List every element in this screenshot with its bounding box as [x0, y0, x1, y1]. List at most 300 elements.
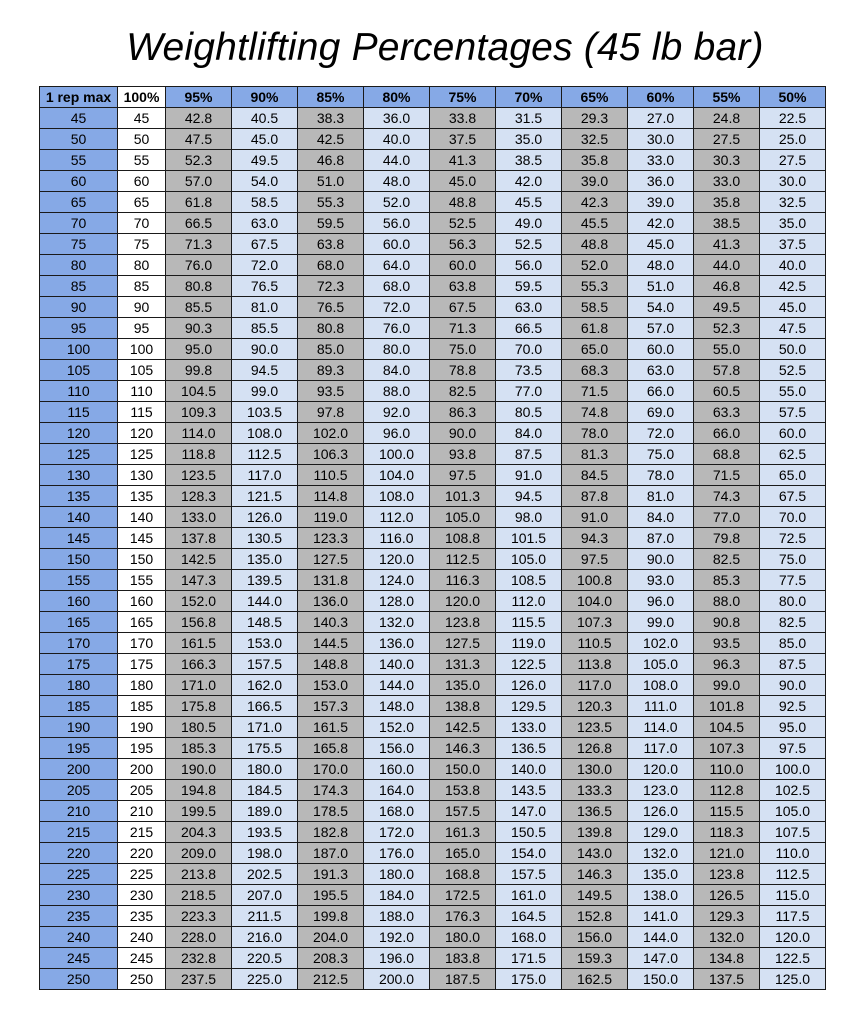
- percentage-cell: 115.0: [760, 885, 826, 906]
- percentage-cell: 63.3: [694, 402, 760, 423]
- percentage-cell: 103.5: [232, 402, 298, 423]
- percentage-cell: 216.0: [232, 927, 298, 948]
- percentage-cell: 66.0: [694, 423, 760, 444]
- one-rep-max-cell: 100: [40, 339, 118, 360]
- percentage-cell: 190.0: [166, 759, 232, 780]
- percentage-cell: 112.5: [430, 549, 496, 570]
- page-title: Weightlifting Percentages (45 lb bar): [126, 26, 764, 69]
- percentage-cell: 35.0: [496, 129, 562, 150]
- percentage-cell: 140: [118, 507, 166, 528]
- percentage-cell: 76.0: [364, 318, 430, 339]
- one-rep-max-cell: 165: [40, 612, 118, 633]
- percentage-cell: 136.5: [562, 801, 628, 822]
- percentage-cell: 191.3: [298, 864, 364, 885]
- header-1rm: 1 rep max: [40, 87, 118, 108]
- percentage-cell: 187.0: [298, 843, 364, 864]
- percentage-cell: 72.3: [298, 276, 364, 297]
- percentage-cell: 157.3: [298, 696, 364, 717]
- percentage-cell: 60.0: [430, 255, 496, 276]
- percentage-cell: 141.0: [628, 906, 694, 927]
- header-pct: 90%: [232, 87, 298, 108]
- percentage-cell: 144.0: [232, 591, 298, 612]
- percentage-cell: 138.8: [430, 696, 496, 717]
- percentage-cell: 180.5: [166, 717, 232, 738]
- header-pct: 60%: [628, 87, 694, 108]
- percentage-cell: 211.5: [232, 906, 298, 927]
- percentage-cell: 93.8: [430, 444, 496, 465]
- table-row: [40, 150, 826, 171]
- percentage-cell: 93.5: [694, 633, 760, 654]
- percentage-cell: 112.0: [364, 507, 430, 528]
- percentage-cell: 60.0: [364, 234, 430, 255]
- percentage-cell: 223.3: [166, 906, 232, 927]
- percentage-cell: 73.5: [496, 360, 562, 381]
- percentage-cell: 165.8: [298, 738, 364, 759]
- percentage-cell: 66.5: [166, 213, 232, 234]
- percentage-cell: 67.5: [430, 297, 496, 318]
- one-rep-max-cell: 230: [40, 885, 118, 906]
- percentage-cell: 122.5: [760, 948, 826, 969]
- header-pct: 55%: [694, 87, 760, 108]
- percentage-cell: 128.3: [166, 486, 232, 507]
- percentage-cell: 175.0: [496, 969, 562, 990]
- percentage-cell: 153.0: [232, 633, 298, 654]
- percentage-cell: 39.0: [562, 171, 628, 192]
- percentage-cell: 150: [118, 549, 166, 570]
- percentage-cell: 40.0: [760, 255, 826, 276]
- percentage-cell: 166.3: [166, 654, 232, 675]
- percentage-cell: 135: [118, 486, 166, 507]
- percentage-cell: 106.3: [298, 444, 364, 465]
- percentage-cell: 52.5: [496, 234, 562, 255]
- percentage-cell: 125.0: [760, 969, 826, 990]
- percentage-cell: 35.8: [694, 192, 760, 213]
- percentage-cell: 113.8: [562, 654, 628, 675]
- percentage-cell: 87.0: [628, 528, 694, 549]
- percentage-cell: 207.0: [232, 885, 298, 906]
- percentage-cell: 54.0: [628, 297, 694, 318]
- percentage-cell: 94.5: [232, 360, 298, 381]
- percentage-cell: 123.3: [298, 528, 364, 549]
- percentage-cell: 65.0: [760, 465, 826, 486]
- one-rep-max-cell: 155: [40, 570, 118, 591]
- percentage-cell: 41.3: [430, 150, 496, 171]
- percentage-cell: 97.8: [298, 402, 364, 423]
- percentage-cell: 182.8: [298, 822, 364, 843]
- percentage-cell: 70: [118, 213, 166, 234]
- percentage-cell: 109.3: [166, 402, 232, 423]
- percentage-cell: 40.5: [232, 108, 298, 129]
- percentage-cell: 176.3: [430, 906, 496, 927]
- percentage-cell: 77.0: [694, 507, 760, 528]
- percentage-cell: 143.0: [562, 843, 628, 864]
- percentage-cell: 91.0: [496, 465, 562, 486]
- percentage-cell: 148.8: [298, 654, 364, 675]
- one-rep-max-cell: 55: [40, 150, 118, 171]
- table-row: [40, 591, 826, 612]
- percentage-cell: 101.3: [430, 486, 496, 507]
- header-pct: 95%: [166, 87, 232, 108]
- percentage-cell: 90.8: [694, 612, 760, 633]
- one-rep-max-cell: 105: [40, 360, 118, 381]
- percentage-cell: 157.5: [430, 801, 496, 822]
- percentage-cell: 144.5: [298, 633, 364, 654]
- percentage-cell: 33.0: [628, 150, 694, 171]
- percentage-cell: 102.0: [628, 633, 694, 654]
- percentage-cell: 245: [118, 948, 166, 969]
- table-row: [40, 822, 826, 843]
- percentage-cell: 76.5: [298, 297, 364, 318]
- table-row: [40, 402, 826, 423]
- percentage-cell: 95.0: [760, 717, 826, 738]
- percentage-cell: 134.8: [694, 948, 760, 969]
- percentage-cell: 200: [118, 759, 166, 780]
- percentage-cell: 152.0: [166, 591, 232, 612]
- percentage-cell: 140.0: [496, 759, 562, 780]
- percentage-cell: 212.5: [298, 969, 364, 990]
- percentage-cell: 58.5: [232, 192, 298, 213]
- percentage-cell: 183.8: [430, 948, 496, 969]
- percentage-cell: 56.0: [364, 213, 430, 234]
- percentage-cell: 240: [118, 927, 166, 948]
- percentage-cell: 37.5: [430, 129, 496, 150]
- percentage-cell: 105: [118, 360, 166, 381]
- table-row: [40, 234, 826, 255]
- percentage-cell: 160.0: [364, 759, 430, 780]
- percentage-cell: 120.0: [364, 549, 430, 570]
- percentage-cell: 82.5: [760, 612, 826, 633]
- percentage-cell: 75.0: [760, 549, 826, 570]
- percentage-cell: 87.5: [496, 444, 562, 465]
- table-row: [40, 339, 826, 360]
- percentage-cell: 104.5: [166, 381, 232, 402]
- table-body: [40, 108, 826, 990]
- percentage-cell: 74.8: [562, 402, 628, 423]
- percentage-cell: 51.0: [628, 276, 694, 297]
- percentage-cell: 120.0: [628, 759, 694, 780]
- percentage-cell: 237.5: [166, 969, 232, 990]
- percentage-cell: 55.0: [760, 381, 826, 402]
- one-rep-max-cell: 140: [40, 507, 118, 528]
- percentage-cell: 123.8: [430, 612, 496, 633]
- percentage-cell: 172.0: [364, 822, 430, 843]
- one-rep-max-cell: 45: [40, 108, 118, 129]
- table-row: [40, 717, 826, 738]
- percentage-cell: 48.0: [364, 171, 430, 192]
- table-row: [40, 675, 826, 696]
- percentage-cell: 42.3: [562, 192, 628, 213]
- percentage-cell: 202.5: [232, 864, 298, 885]
- percentage-cell: 95.0: [166, 339, 232, 360]
- percentage-cell: 78.0: [628, 465, 694, 486]
- percentage-cell: 195: [118, 738, 166, 759]
- percentage-cell: 100.0: [364, 444, 430, 465]
- percentage-cell: 110.5: [298, 465, 364, 486]
- percentage-cell: 164.0: [364, 780, 430, 801]
- percentage-cell: 140.0: [364, 654, 430, 675]
- percentage-cell: 116.0: [364, 528, 430, 549]
- percentage-cell: 84.0: [496, 423, 562, 444]
- percentage-cell: 157.5: [496, 864, 562, 885]
- percentage-cell: 156.8: [166, 612, 232, 633]
- one-rep-max-cell: 70: [40, 213, 118, 234]
- percentage-cell: 232.8: [166, 948, 232, 969]
- percentage-cell: 36.0: [364, 108, 430, 129]
- one-rep-max-cell: 175: [40, 654, 118, 675]
- percentage-cell: 90.0: [760, 675, 826, 696]
- one-rep-max-cell: 75: [40, 234, 118, 255]
- percentage-cell: 126.0: [496, 675, 562, 696]
- percentage-cell: 80.8: [166, 276, 232, 297]
- percentage-cell: 96.0: [364, 423, 430, 444]
- percentage-cell: 30.3: [694, 150, 760, 171]
- one-rep-max-cell: 60: [40, 171, 118, 192]
- percentage-cell: 180.0: [364, 864, 430, 885]
- one-rep-max-cell: 130: [40, 465, 118, 486]
- percentage-cell: 129.3: [694, 906, 760, 927]
- header-pct: 80%: [364, 87, 430, 108]
- percentage-cell: 111.0: [628, 696, 694, 717]
- header-pct: 85%: [298, 87, 364, 108]
- percentage-cell: 78.8: [430, 360, 496, 381]
- header-pct: 65%: [562, 87, 628, 108]
- one-rep-max-cell: 240: [40, 927, 118, 948]
- percentage-cell: 63.0: [232, 213, 298, 234]
- percentage-cell: 75: [118, 234, 166, 255]
- percentage-cell: 166.5: [232, 696, 298, 717]
- percentage-cell: 101.8: [694, 696, 760, 717]
- percentage-cell: 60.0: [760, 423, 826, 444]
- table-row: [40, 318, 826, 339]
- percentage-cell: 126.0: [628, 801, 694, 822]
- percentage-cell: 89.3: [298, 360, 364, 381]
- percentage-cell: 120.3: [562, 696, 628, 717]
- percentage-cell: 121.0: [694, 843, 760, 864]
- percentage-cell: 184.5: [232, 780, 298, 801]
- percentage-cell: 93.0: [628, 570, 694, 591]
- percentage-cell: 198.0: [232, 843, 298, 864]
- percentage-cell: 100.8: [562, 570, 628, 591]
- percentage-cell: 225: [118, 864, 166, 885]
- one-rep-max-cell: 220: [40, 843, 118, 864]
- percentage-cell: 82.5: [430, 381, 496, 402]
- percentage-cell: 139.5: [232, 570, 298, 591]
- one-rep-max-cell: 225: [40, 864, 118, 885]
- table-row: [40, 192, 826, 213]
- percentage-cell: 71.3: [430, 318, 496, 339]
- percentage-cell: 81.0: [628, 486, 694, 507]
- percentage-cell: 131.8: [298, 570, 364, 591]
- percentage-cell: 97.5: [430, 465, 496, 486]
- percentage-cell: 45: [118, 108, 166, 129]
- percentage-cell: 171.0: [166, 675, 232, 696]
- percentage-cell: 92.0: [364, 402, 430, 423]
- percentage-cell: 196.0: [364, 948, 430, 969]
- one-rep-max-cell: 50: [40, 129, 118, 150]
- percentage-cell: 92.5: [760, 696, 826, 717]
- percentage-cell: 99.8: [166, 360, 232, 381]
- table-row: [40, 213, 826, 234]
- percentage-cell: 170.0: [298, 759, 364, 780]
- percentage-cell: 88.0: [364, 381, 430, 402]
- percentage-cell: 107.3: [694, 738, 760, 759]
- percentage-cell: 171.0: [232, 717, 298, 738]
- percentage-cell: 112.8: [694, 780, 760, 801]
- percentage-cell: 42.5: [298, 129, 364, 150]
- percentage-cell: 63.0: [628, 360, 694, 381]
- percentage-cell: 130.5: [232, 528, 298, 549]
- percentage-cell: 67.5: [232, 234, 298, 255]
- percentage-cell: 168.8: [430, 864, 496, 885]
- percentage-cell: 62.5: [760, 444, 826, 465]
- percentage-cell: 49.5: [232, 150, 298, 171]
- percentage-cell: 144.0: [364, 675, 430, 696]
- percentage-cell: 49.0: [496, 213, 562, 234]
- percentage-cell: 129.5: [496, 696, 562, 717]
- percentage-cell: 71.5: [694, 465, 760, 486]
- percentage-cell: 95: [118, 318, 166, 339]
- percentage-cell: 153.0: [298, 675, 364, 696]
- percentage-cell: 59.5: [496, 276, 562, 297]
- percentage-cell: 104.0: [562, 591, 628, 612]
- percentage-cell: 152.0: [364, 717, 430, 738]
- percentage-cell: 55: [118, 150, 166, 171]
- percentage-cell: 144.0: [628, 927, 694, 948]
- table-row: [40, 612, 826, 633]
- percentage-cell: 80.0: [364, 339, 430, 360]
- percentage-table: [39, 86, 826, 990]
- percentage-cell: 142.5: [166, 549, 232, 570]
- table-row: [40, 423, 826, 444]
- percentage-cell: 87.8: [562, 486, 628, 507]
- percentage-cell: 96.0: [628, 591, 694, 612]
- percentage-cell: 33.8: [430, 108, 496, 129]
- percentage-cell: 150.5: [496, 822, 562, 843]
- percentage-cell: 72.0: [364, 297, 430, 318]
- percentage-cell: 50.0: [760, 339, 826, 360]
- percentage-cell: 162.5: [562, 969, 628, 990]
- percentage-cell: 57.0: [166, 171, 232, 192]
- percentage-cell: 27.5: [694, 129, 760, 150]
- percentage-cell: 235: [118, 906, 166, 927]
- percentage-cell: 218.5: [166, 885, 232, 906]
- percentage-cell: 127.5: [430, 633, 496, 654]
- percentage-cell: 52.0: [562, 255, 628, 276]
- percentage-cell: 66.0: [628, 381, 694, 402]
- percentage-cell: 157.5: [232, 654, 298, 675]
- percentage-cell: 148.5: [232, 612, 298, 633]
- percentage-cell: 159.3: [562, 948, 628, 969]
- percentage-cell: 146.3: [562, 864, 628, 885]
- percentage-cell: 105.0: [496, 549, 562, 570]
- table-row: [40, 738, 826, 759]
- percentage-cell: 155: [118, 570, 166, 591]
- one-rep-max-cell: 185: [40, 696, 118, 717]
- percentage-cell: 128.0: [364, 591, 430, 612]
- percentage-cell: 61.8: [562, 318, 628, 339]
- percentage-cell: 204.3: [166, 822, 232, 843]
- one-rep-max-cell: 145: [40, 528, 118, 549]
- table-row: [40, 528, 826, 549]
- percentage-cell: 30.0: [628, 129, 694, 150]
- percentage-cell: 76.5: [232, 276, 298, 297]
- percentage-cell: 84.0: [628, 507, 694, 528]
- percentage-cell: 124.0: [364, 570, 430, 591]
- percentage-cell: 114.8: [298, 486, 364, 507]
- percentage-cell: 165: [118, 612, 166, 633]
- percentage-cell: 126.8: [562, 738, 628, 759]
- percentage-cell: 127.5: [298, 549, 364, 570]
- table-row: [40, 864, 826, 885]
- percentage-cell: 56.0: [496, 255, 562, 276]
- percentage-cell: 125: [118, 444, 166, 465]
- percentage-cell: 175.8: [166, 696, 232, 717]
- percentage-cell: 122.5: [496, 654, 562, 675]
- percentage-cell: 101.5: [496, 528, 562, 549]
- percentage-cell: 52.5: [430, 213, 496, 234]
- one-rep-max-cell: 200: [40, 759, 118, 780]
- percentage-cell: 84.0: [364, 360, 430, 381]
- percentage-cell: 180.0: [232, 759, 298, 780]
- percentage-cell: 45.5: [496, 192, 562, 213]
- percentage-cell: 42.5: [760, 276, 826, 297]
- one-rep-max-cell: 235: [40, 906, 118, 927]
- percentage-cell: 139.8: [562, 822, 628, 843]
- one-rep-max-cell: 180: [40, 675, 118, 696]
- percentage-cell: 230: [118, 885, 166, 906]
- percentage-cell: 39.0: [628, 192, 694, 213]
- percentage-cell: 102.0: [298, 423, 364, 444]
- percentage-cell: 42.8: [166, 108, 232, 129]
- percentage-cell: 121.5: [232, 486, 298, 507]
- percentage-cell: 100: [118, 339, 166, 360]
- percentage-cell: 42.0: [628, 213, 694, 234]
- percentage-cell: 46.8: [694, 276, 760, 297]
- percentage-cell: 123.5: [166, 465, 232, 486]
- percentage-cell: 112.5: [760, 864, 826, 885]
- percentage-cell: 68.3: [562, 360, 628, 381]
- percentage-cell: 55.3: [562, 276, 628, 297]
- table-row: [40, 108, 826, 129]
- percentage-cell: 120.0: [760, 927, 826, 948]
- percentage-cell: 61.8: [166, 192, 232, 213]
- percentage-cell: 220.5: [232, 948, 298, 969]
- table-row: [40, 969, 826, 990]
- percentage-cell: 117.0: [562, 675, 628, 696]
- table-row: [40, 906, 826, 927]
- table-row: [40, 759, 826, 780]
- one-rep-max-cell: 160: [40, 591, 118, 612]
- percentage-cell: 67.5: [760, 486, 826, 507]
- percentage-cell: 213.8: [166, 864, 232, 885]
- percentage-cell: 85.5: [232, 318, 298, 339]
- percentage-cell: 99.0: [694, 675, 760, 696]
- percentage-cell: 105.0: [430, 507, 496, 528]
- percentage-cell: 57.5: [760, 402, 826, 423]
- table-row: [40, 507, 826, 528]
- percentage-cell: 135.0: [232, 549, 298, 570]
- table-row: [40, 780, 826, 801]
- percentage-cell: 31.5: [496, 108, 562, 129]
- percentage-cell: 250: [118, 969, 166, 990]
- percentage-cell: 80.8: [298, 318, 364, 339]
- percentage-cell: 33.0: [694, 171, 760, 192]
- percentage-cell: 171.5: [496, 948, 562, 969]
- percentage-cell: 193.5: [232, 822, 298, 843]
- percentage-cell: 65: [118, 192, 166, 213]
- percentage-cell: 96.3: [694, 654, 760, 675]
- one-rep-max-cell: 90: [40, 297, 118, 318]
